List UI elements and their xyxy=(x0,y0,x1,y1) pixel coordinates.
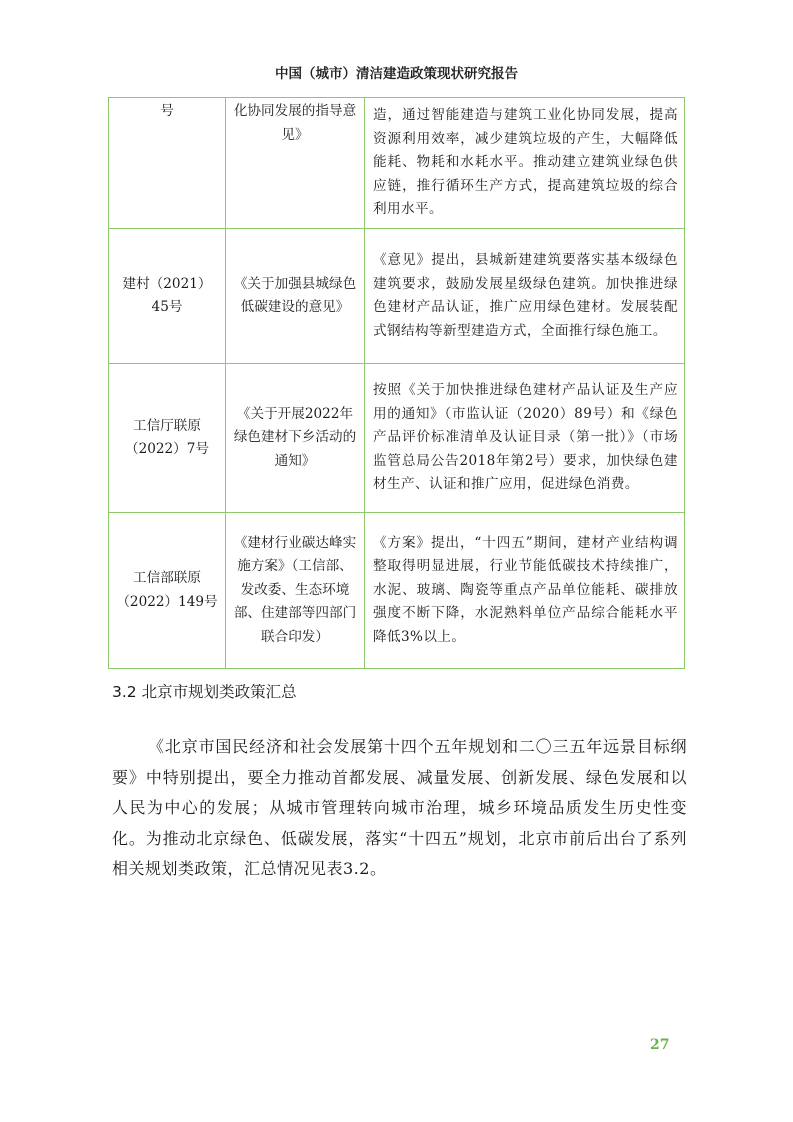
table-row xyxy=(109,229,685,364)
policy-content-cell: 造，通过智能建造与建筑工业化协同发展，提高资源利用效率，减少建筑垃圾的产生，大幅降低能耗、物耗和水耗水平。推动建立建筑业绿色供应链，推行循环生产方式，提高建筑垃圾的综合利用水平。 xyxy=(365,98,685,229)
doc-number-cell: 建村（2021）45号 xyxy=(109,229,226,364)
table-row xyxy=(109,364,685,513)
body-paragraph: 《北京市国民经济和社会发展第十四个五年规划和二〇三五年远景目标纲要》中特别提出，要全力推动首都发展、减量发展、创新发展、绿色发展和以人民为中心的发展；从城市管理转向城市治理，城乡环境品质发生历史性变化。为推动北京绿色、低碳发展，落实“十四五”规划，北京市前后出台了系列相关规划类政策，汇总情况见表3.2。 xyxy=(112,737,687,878)
table-row xyxy=(109,98,685,229)
doc-number-cell: 工信部联原（2022）149号 xyxy=(109,513,226,669)
table-row xyxy=(109,513,685,669)
doc-number-cell: 号 xyxy=(109,98,226,229)
section-heading: 3.2 北京市规划类政策汇总 xyxy=(112,683,297,701)
policy-content-cell: 《方案》提出，“十四五”期间，建材产业结构调整取得明显进展，行业节能低碳技术持续推广，水泥、玻璃、陶瓷等重点产品单位能耗、碳排放强度不断下降，水泥熟料单位产品综合能耗水平降低3%以上。 xyxy=(365,513,685,669)
policy-name-cell: 《关于加强县城绿色低碳建设的意见》 xyxy=(226,229,365,364)
policy-content-cell: 按照《关于加快推进绿色建材产品认证及生产应用的通知》（市监认证（2020）89号）和《绿色产品评价标准清单及认证目录（第一批）》（市场监管总局公告2018年第2号）要求，加快绿色建材生产、认证和推广应用，促进绿色消费。 xyxy=(365,364,685,513)
policy-name-cell: 《建材行业碳达峰实施方案》（工信部、发改委、生态环境部、住建部等四部门联合印发） xyxy=(226,513,365,669)
policy-name-cell: 《关于开展2022年绿色建材下乡活动的通知》 xyxy=(226,364,365,513)
policy-name-cell: 化协同发展的指导意见》 xyxy=(226,98,365,229)
running-header: 中国（城市）清洁建造政策现状研究报告 xyxy=(275,66,518,82)
policy-content-cell: 《意见》提出，县城新建建筑要落实基本级绿色建筑要求，鼓励发展星级绿色建筑。加快推进绿色建材产品认证，推广应用绿色建材。发展装配式钢结构等新型建造方式，全面推行绿色施工。 xyxy=(365,229,685,364)
policy-table xyxy=(108,97,685,669)
page-number: 27 xyxy=(650,1037,670,1053)
doc-number-cell: 工信厅联原（2022）7号 xyxy=(109,364,226,513)
